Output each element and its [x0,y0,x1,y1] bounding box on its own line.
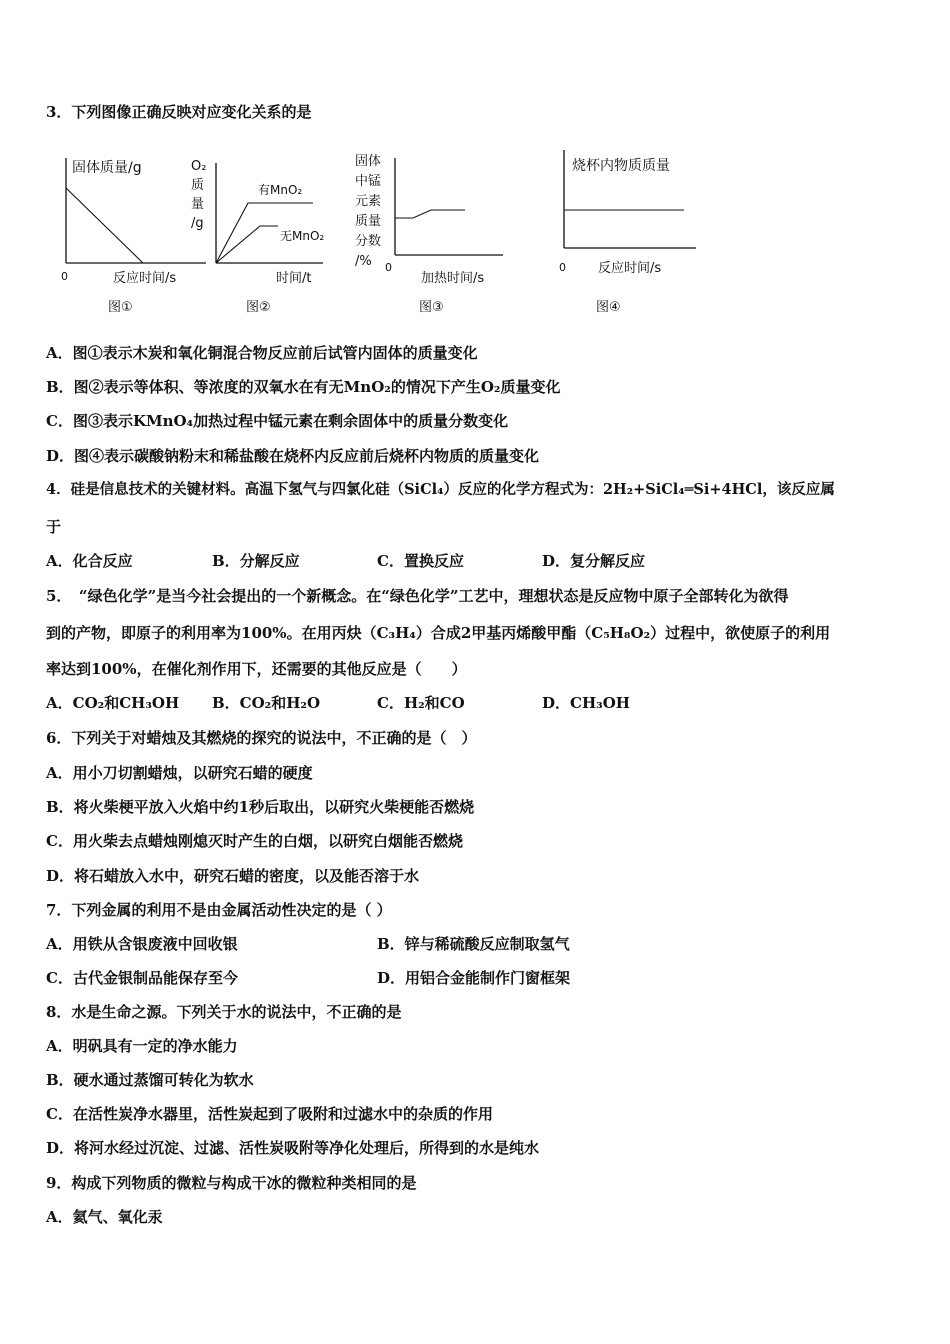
figure-4-origin: 0 [559,261,566,274]
q8-stem: 8．水是生命之源。下列关于水的说法中，不正确的是 [46,1003,402,1021]
q5-stem-line-1: 5． “绿色化学”是当今社会提出的一个新概念。在“绿色化学”工艺中，理想状态是反应物中原子全部转化为欲得 [46,587,789,605]
figure-1-origin: 0 [61,270,68,283]
figure-3-ylabel-4: 质量 [355,214,382,229]
figure-3-graph [353,148,513,318]
q4-option-a: A．化合反应 [46,552,133,570]
q5-option-b: B．CO₂和H₂O [212,694,321,712]
figure-3-ylabel-3: 元素 [355,194,382,209]
figure-4-caption: 图④ [596,300,621,315]
figure-3-ylabel-6: /% [355,254,372,269]
figure-4-xlabel: 反应时间/s [598,261,662,276]
figure-4 [556,148,706,318]
figure-2-graph [188,148,338,318]
q3-option-d: D．图④表示碳酸钠粉末和稀盐酸在烧杯内反应前后烧杯内物质的质量变化 [46,447,540,465]
q7-option-b: B．锌与稀硫酸反应制取氢气 [377,935,570,953]
q3-stem: 3．下列图像正确反映对应变化关系的是 [46,103,312,121]
figure-3-caption: 图③ [419,300,444,315]
figure-1 [58,148,208,318]
figure-2-ylabel-3: 量 [191,197,205,212]
q6-option-b: B．将火柴梗平放入火焰中约1秒后取出，以研究火柴梗能否燃烧 [46,798,475,816]
q5-option-d: D．CH₃OH [542,694,630,712]
q4-stem-line-2: 于 [46,518,62,536]
figure-1-xlabel: 反应时间/s [113,271,177,286]
q7-option-a: A．用铁从含银废液中回收银 [46,935,238,953]
figure-2 [188,148,338,318]
figure-2-xlabel: 时间/t [276,271,312,286]
q5-option-c: C．H₂和CO [377,694,465,712]
q6-option-c: C．用火柴去点蜡烛刚熄灭时产生的白烟，以研究白烟能否燃烧 [46,832,463,850]
figure-1-caption: 图① [108,300,133,315]
figure-3-ylabel-2: 中锰 [355,174,382,189]
figure-1-graph [58,148,208,318]
q7-option-d: D．用铝合金能制作门窗框架 [377,969,571,987]
q4-option-c: C．置换反应 [377,552,464,570]
figure-1-curve [66,188,143,263]
figure-4-graph [556,148,706,318]
q8-option-a: A．明矾具有一定的净水能力 [46,1037,238,1055]
figure-2-ylabel-1: O₂ [191,159,207,174]
q7-option-c: C．古代金银制品能保存至今 [46,969,238,987]
q8-option-c: C．在活性炭净水器里，活性炭起到了吸附和过滤水中的杂质的作用 [46,1105,493,1123]
figure-2-caption: 图② [246,300,271,315]
q5-stem-line-2: 到的产物，即原子的利用率为100%。在用丙炔（C₃H₄）合成2甲基丙烯酸甲酯（C₅H₈O₂）过程中，欲使原子的利用 [46,624,831,642]
q6-option-d: D．将石蜡放入水中，研究石蜡的密度，以及能否溶于水 [46,867,420,885]
q8-option-b: B．硬水通过蒸馏可转化为软水 [46,1071,254,1089]
q4-option-d: D．复分解反应 [542,552,646,570]
q9-option-a: A．氦气、氧化汞 [46,1208,163,1226]
figure-3-curve [395,210,465,218]
q4-stem-line-1: 4．硅是信息技术的关键材料。高温下氢气与四氯化硅（SiCl₄）反应的化学方程式为：2H₂+SiCl₄═Si+4HCl，该反应属 [46,481,835,498]
figure-4-ylabel: 烧杯内物质质量 [572,158,670,174]
figure-2-ylabel-4: /g [191,216,204,231]
q8-option-d: D．将河水经过沉淀、过滤、活性炭吸附等净化处理后，所得到的水是纯水 [46,1139,540,1157]
figure-1-ylabel: 固体质量/g [72,160,142,176]
figure-2-series-1: 有MnO₂ [258,183,303,197]
figure-3-xlabel: 加热时间/s [421,271,485,286]
figure-2-ylabel-2: 质 [191,178,205,193]
figure-3 [353,148,513,318]
q5-option-a: A．CO₂和CH₃OH [46,694,180,712]
q7-stem: 7．下列金属的利用不是由金属活动性决定的是（ ） [46,901,392,919]
figure-3-origin: 0 [385,261,392,274]
q5-stem-line-3: 率达到100%，在催化剂作用下，还需要的其他反应是（ ） [46,660,467,678]
q3-option-b: B．图②表示等体积、等浓度的双氧水在有无MnO₂的情况下产生O₂质量变化 [46,378,561,396]
q4-option-b: B．分解反应 [212,552,300,570]
q6-option-a: A．用小刀切割蜡烛，以研究石蜡的硬度 [46,764,313,782]
figure-3-ylabel-5: 分数 [355,234,382,249]
q3-option-c: C．图③表示KMnO₄加热过程中锰元素在剩余固体中的质量分数变化 [46,412,509,430]
figure-3-ylabel-1: 固体 [355,154,382,169]
figure-2-series-2: 无MnO₂ [280,229,325,243]
q6-stem: 6．下列关于对蜡烛及其燃烧的探究的说法中，不正确的是（ ） [46,729,477,747]
q9-stem: 9．构成下列物质的微粒与构成干冰的微粒种类相同的是 [46,1174,417,1192]
q3-option-a: A．图①表示木炭和氧化铜混合物反应前后试管内固体的质量变化 [46,344,478,362]
